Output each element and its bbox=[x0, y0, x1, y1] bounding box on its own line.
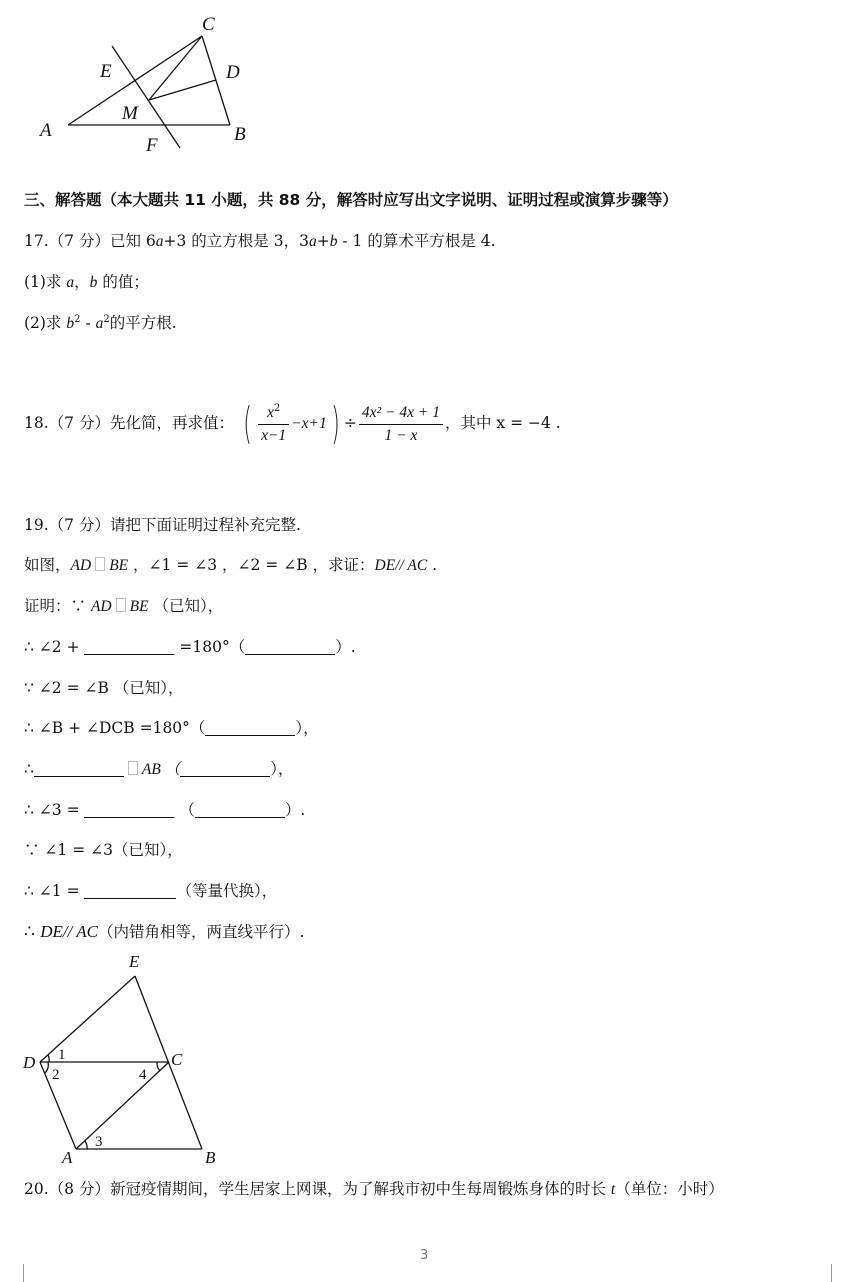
q20-stem-end: （单位：小时） bbox=[615, 1180, 724, 1198]
part1-suffix: 的值； bbox=[97, 273, 149, 291]
fraction-x2-over-x-minus-1: $\frac{x^2}{x-1}$ bbox=[258, 401, 289, 447]
step-middle: （ bbox=[174, 801, 195, 819]
answer-blank[interactable] bbox=[34, 760, 124, 777]
plus-sign: + bbox=[316, 232, 330, 250]
var-a: a bbox=[155, 233, 164, 250]
reason-blank[interactable] bbox=[245, 638, 335, 655]
segment-be: BE bbox=[129, 598, 149, 615]
step-prefix: ∴ ∠B + ∠DCB =180°（ bbox=[24, 719, 206, 737]
reason-blank[interactable] bbox=[180, 760, 270, 777]
fraction-quadratic-over-1-minus-x bbox=[359, 402, 443, 447]
answer-blank[interactable] bbox=[84, 882, 176, 899]
label-c: C bbox=[202, 14, 215, 35]
step-prefix: ∴ bbox=[24, 922, 41, 942]
label-a: A bbox=[40, 120, 52, 141]
q20-stem: 新冠疫情期间，学生居家上网课，为了解我市初中生每周锻炼身体的时长 bbox=[109, 1180, 611, 1198]
segment-be: BE bbox=[109, 557, 129, 574]
var-b: b bbox=[89, 274, 98, 291]
angle-label-2: 2 bbox=[52, 1067, 60, 1083]
step-suffix: （等量代换）， bbox=[176, 882, 278, 900]
segment-ad: AD bbox=[70, 557, 92, 574]
q18-number: 18. bbox=[24, 414, 49, 432]
expression-middle: −x+1 bbox=[291, 415, 327, 432]
label-d: D bbox=[226, 62, 240, 83]
page-number: 3 bbox=[420, 1248, 429, 1263]
reason-blank[interactable] bbox=[205, 719, 295, 736]
step-suffix: ）. bbox=[284, 801, 306, 819]
q19-stem: 请把下面证明过程补充完整. bbox=[109, 516, 301, 534]
proof-step-9 bbox=[24, 922, 304, 942]
angle-label-4: 4 bbox=[139, 1067, 147, 1083]
q20-points: （8 分） bbox=[48, 1180, 110, 1198]
proof-step-7: ∵ ∠1 = ∠3（已知）， bbox=[24, 841, 183, 859]
label-c: C bbox=[171, 1050, 183, 1069]
var-a: a bbox=[95, 315, 104, 332]
label-a: A bbox=[62, 1148, 73, 1167]
left-paren: ( bbox=[243, 398, 252, 449]
divide-sign: ÷ bbox=[343, 414, 357, 432]
margin-mark-left bbox=[23, 1264, 24, 1282]
question-18 bbox=[24, 398, 561, 449]
given-prefix: 如图， bbox=[24, 556, 71, 574]
margin-mark-right bbox=[831, 1264, 832, 1282]
proof-step-2 bbox=[24, 637, 356, 657]
separator: ， bbox=[74, 273, 90, 291]
proof-step-3: ∵ ∠2 = ∠B （已知）， bbox=[24, 679, 184, 697]
label-e: E bbox=[129, 952, 140, 971]
answer-blank[interactable] bbox=[84, 638, 174, 655]
step-suffix: ）， bbox=[295, 719, 319, 737]
step-prefix: ∴ ∠3 = bbox=[24, 801, 85, 819]
step-prefix: 证明：∵ bbox=[24, 597, 91, 615]
denominator: x−1 bbox=[261, 427, 287, 444]
triangle-figure-abc bbox=[20, 0, 280, 165]
parallel-symbol-missing-glyph bbox=[116, 598, 126, 612]
step-suffix: ）. bbox=[335, 638, 356, 656]
label-b: B bbox=[234, 124, 246, 145]
given-conditions: ，∠1 = ∠3 ，∠2 = ∠B ，求证： bbox=[128, 556, 375, 574]
denominator: 1 − x bbox=[384, 426, 418, 444]
q17-number: 17. bbox=[24, 232, 49, 250]
q17-part-1 bbox=[24, 272, 149, 293]
q18-points: （7 分） bbox=[48, 414, 110, 432]
part2-suffix: 的平方根. bbox=[109, 314, 177, 332]
angle-label-1: 1 bbox=[58, 1047, 66, 1063]
numerator: x bbox=[266, 404, 274, 421]
label-d: D bbox=[23, 1053, 36, 1072]
var-t: t bbox=[610, 1181, 616, 1198]
proof-step-1 bbox=[24, 596, 223, 617]
q19-number: 19. bbox=[24, 516, 49, 534]
label-m: M bbox=[122, 103, 138, 124]
part1-prefix: (1)求 bbox=[24, 273, 67, 291]
label-f: F bbox=[146, 135, 158, 156]
step-suffix: （已知）， bbox=[148, 597, 224, 615]
part2-prefix: (2)求 bbox=[24, 314, 67, 332]
question-19 bbox=[24, 515, 301, 535]
step-prefix: ∴ ∠1 = bbox=[24, 882, 85, 900]
answer-blank[interactable] bbox=[84, 801, 174, 818]
var-b: b bbox=[66, 315, 75, 332]
right-paren: ) bbox=[331, 398, 340, 449]
numerator: 4x² − 4x + 1 bbox=[359, 402, 443, 425]
parallel-symbol-missing-glyph bbox=[95, 557, 105, 571]
question-20 bbox=[24, 1179, 724, 1200]
section-heading: 三、解答题（本大题共 11 小题，共 88 分，解答时应写出文字说明、证明过程或演算步骤等） bbox=[24, 191, 678, 209]
step-middle: =180°（ bbox=[174, 638, 246, 656]
proof-step-8 bbox=[24, 881, 277, 901]
q18-condition: ，其中 x = −4 . bbox=[444, 414, 561, 432]
step-middle: AB （ bbox=[141, 761, 181, 778]
q17-stem-mid: +3 的立方根是 3，3 bbox=[163, 232, 309, 250]
goal-statement: DE// AC bbox=[374, 557, 428, 574]
q19-points: （7 分） bbox=[48, 516, 110, 534]
proof-step-6 bbox=[24, 800, 305, 820]
proof-step-4 bbox=[24, 718, 319, 738]
step-suffix: （内错角相等，两直线平行）. bbox=[98, 923, 305, 941]
q17-stem: 已知 6 bbox=[109, 232, 156, 250]
question-17 bbox=[24, 231, 496, 252]
var-a: a bbox=[308, 233, 317, 250]
q17-points: （7 分） bbox=[48, 232, 110, 250]
goal-statement: DE// AC bbox=[40, 922, 99, 941]
q18-stem: 先化简，再求值： bbox=[109, 414, 234, 432]
parallel-symbol-missing-glyph bbox=[128, 761, 138, 775]
var-a: a bbox=[66, 274, 75, 291]
step-prefix: ∴ bbox=[24, 760, 34, 778]
proof-step-5 bbox=[24, 759, 293, 780]
given-end: . bbox=[427, 556, 438, 574]
reason-blank[interactable] bbox=[195, 801, 285, 818]
step-suffix: ）， bbox=[270, 760, 294, 778]
q17-part-2: (2)求 $b^2 - a^2$的平方根. bbox=[24, 314, 177, 332]
label-b: B bbox=[205, 1148, 216, 1167]
q17-stem-end: - 1 的算术平方根是 4. bbox=[337, 232, 496, 250]
quadrilateral-figure bbox=[15, 945, 245, 1170]
step-prefix: ∴ ∠2 + bbox=[24, 638, 85, 656]
minus-sign: - bbox=[80, 314, 96, 332]
var-b: b bbox=[329, 233, 338, 250]
angle-label-3: 3 bbox=[95, 1134, 103, 1150]
q20-number: 20. bbox=[24, 1180, 49, 1198]
segment-ad: AD bbox=[90, 598, 112, 615]
q19-given bbox=[24, 555, 437, 576]
label-e: E bbox=[100, 61, 112, 82]
